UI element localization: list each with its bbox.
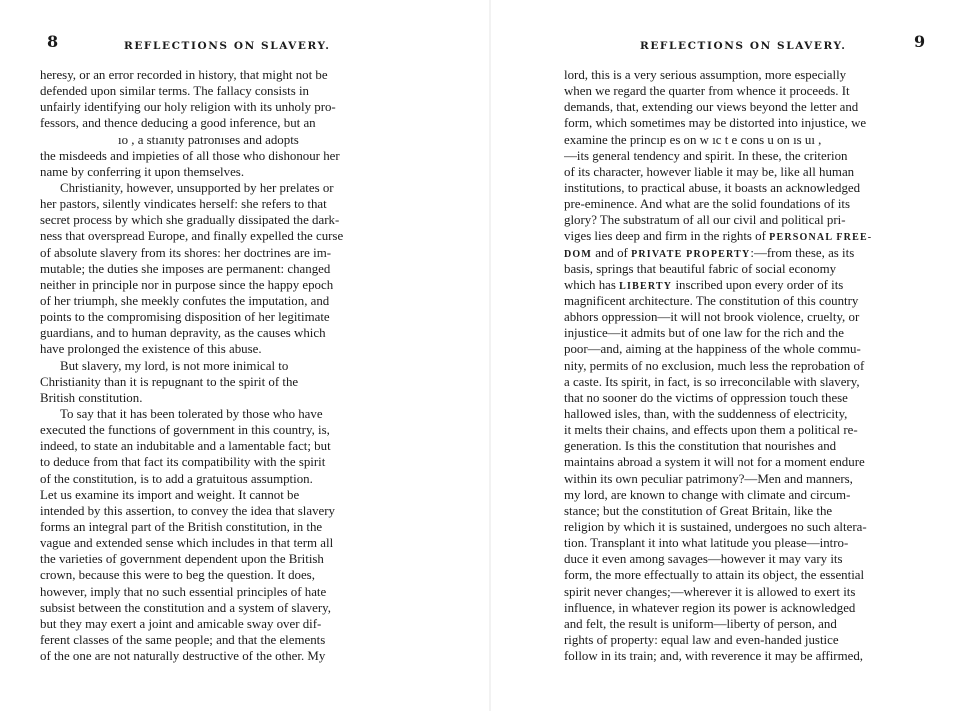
text-line: lord, this is a very serious assumption, more especially	[564, 68, 847, 82]
text-line: ness that overspread Europe, and finally expelled the curse	[40, 229, 344, 244]
page-number: 9	[914, 32, 926, 51]
text-line: ferent classes of the same people; and that the elements	[40, 632, 326, 647]
text-segment: which has	[564, 277, 620, 292]
text-line: Let us examine its import and weight. It cannot be	[40, 487, 300, 502]
text-line: executed the functions of government in this country, is,	[40, 423, 330, 438]
text-line: intended by this assertion, to convey the idea that slavery	[40, 503, 335, 518]
text-segment: inscribed upon every order of its	[672, 277, 844, 292]
text-line: fessors, and thence deducing a good inference, but an	[40, 116, 316, 131]
running-head: REFLECTIONS ON SLAVERY.	[124, 40, 331, 52]
text-line: —its general tendency and spirit. In these, the criterion	[564, 148, 848, 163]
text-line: of the one are not naturally destructive of the other. My	[40, 649, 326, 664]
text-line	[564, 277, 940, 293]
text-line: vague and extended sense which includes in that term all	[40, 536, 334, 551]
text-line: magnificent architecture. The constitution of this country	[564, 293, 859, 308]
text-line: within its own peculiar patrimony?—Men and manners,	[564, 471, 853, 486]
text-line: mutable; the duties she imposes are permanent: changed	[40, 261, 331, 276]
text-line: hallowed isles, than, with the suddenness of electricity,	[564, 406, 848, 421]
text-line	[564, 228, 940, 244]
text-line: rights of property: equal law and even-handed justice	[564, 632, 839, 647]
right-page	[490, 0, 980, 711]
text-line: indeed, to state an indubitable and a lamentable fact; but	[40, 439, 331, 454]
text-line: demands, that, extending our views beyond the letter and	[564, 100, 859, 115]
text-line: institutions, to practical abuse, it boasts an acknowledged	[564, 180, 861, 195]
text-line: that no sooner do the victims of oppression touch these	[564, 390, 848, 405]
text-line: but they may exert a joint and amicable sway over dif-	[40, 616, 322, 631]
body-text	[40, 67, 402, 664]
text-line: nity, permits of no exclusion, much less the reprobation of	[564, 358, 865, 373]
text-line: it melts their chains, and effects upon them a political re-	[564, 423, 858, 438]
small-caps-term: LIBERTY	[619, 280, 673, 292]
small-caps-term: DOM	[564, 248, 593, 260]
text-line: spirit never changes;—wherever it is allowed to exert its	[564, 584, 856, 599]
text-line: my lord, are known to change with climate and circum-	[564, 487, 851, 502]
text-line: neither in principle nor in purpose since the happy epoch	[40, 277, 334, 292]
text-line: follow in its train; and, with reverence it may be affirmed,	[564, 649, 864, 664]
text-line: pre-eminence. And what are the solid foundations of its	[564, 197, 851, 212]
text-segment: :—from these, as its	[750, 245, 855, 260]
text-line	[564, 245, 940, 261]
text-line: of the constitution, is to add a gratuitous assumption.	[40, 471, 313, 486]
text-line: her pastors, silently vindicates herself: she refers to that	[40, 197, 327, 212]
text-segment: viges lies deep and firm in the rights of	[564, 229, 770, 244]
text-line: heresy, or an error recorded in history, that might not be	[40, 68, 328, 82]
text-line: when we regard the quarter from whence it proceeds. It	[564, 84, 850, 99]
text-line: abhors oppression—it will not brook violence, cruelty, or	[564, 310, 860, 325]
text-line: defended upon similar terms. The fallacy consists in	[40, 84, 309, 99]
body-text	[564, 67, 940, 664]
text-line: examine the princıp es on w ıc t e cons u on ıs uı ,	[564, 132, 822, 147]
text-line: But slavery, my lord, is not more inimical to	[60, 358, 289, 373]
text-line: name by conferring it upon themselves.	[40, 164, 245, 179]
text-line: however, imply that no such essential principles of hate	[40, 584, 327, 599]
text-line: to deduce from that fact its compatibility with the spirit	[40, 455, 326, 470]
text-line: secret process by which she gradually dissipated the dark-	[40, 213, 340, 228]
text-line: unfairly identifying our holy religion with its unholy pro-	[40, 100, 336, 115]
text-line: guardians, and to human depravity, as the causes which	[40, 326, 326, 341]
text-line: a caste. Its spirit, in fact, is so irreconcilable with slavery,	[564, 374, 860, 389]
text-line: have prolonged the existence of this abuse.	[40, 342, 262, 357]
text-line: British constitution.	[40, 390, 143, 405]
text-line: basis, springs that beautiful fabric of social economy	[564, 261, 837, 276]
text-line: generation. Is this the constitution that nourishes and	[564, 439, 837, 454]
small-caps-term: PRIVATE PROPERTY	[631, 248, 751, 260]
text-line: Christianity, however, unsupported by her prelates or	[60, 180, 334, 195]
text-line: poor—and, aiming at the happiness of the whole commu-	[564, 342, 861, 357]
text-line: ıo , a stıanıty patronıses and adopts	[118, 132, 299, 147]
text-line: the varieties of government dependent upon the British	[40, 552, 324, 567]
small-caps-term: PERSONAL FREE-	[769, 232, 873, 244]
text-segment: and of	[592, 245, 632, 260]
text-line: stance; but the constitution of Great Britain, like the	[564, 503, 833, 518]
text-line: forms an integral part of the British constitution, in the	[40, 519, 323, 534]
text-line: religion by which it is sustained, undergoes no such altera-	[564, 519, 867, 534]
text-line: form, the more effectually to attain its object, the essential	[564, 568, 865, 583]
text-line: duce it even among savages—however it may vary its	[564, 552, 843, 567]
text-line: of her triumph, she meekly confutes the imputation, and	[40, 293, 330, 308]
text-line: and felt, the result is uniform—liberty of person, and	[564, 616, 837, 631]
page-number: 8	[47, 32, 59, 51]
text-line: tion. Transplant it into what latitude you please—intro-	[564, 536, 849, 551]
text-line: To say that it has been tolerated by those who have	[60, 406, 323, 421]
text-line: the misdeeds and impieties of all those who dishonour her	[40, 148, 340, 163]
text-line: of its character, however liable it may be, like all human	[564, 164, 855, 179]
text-line: glory? The substratum of all our civil and political pri-	[564, 213, 846, 228]
running-head: REFLECTIONS ON SLAVERY.	[640, 40, 847, 52]
text-line: Christianity than it is repugnant to the spirit of the	[40, 374, 299, 389]
text-line: influence, in whatever region its power is acknowledged	[564, 600, 856, 615]
text-line: points to the compromising disposition of her legitimate	[40, 310, 330, 325]
text-line: form, which sometimes may be distorted into injustice, we	[564, 116, 867, 131]
text-line: of absolute slavery from its shores: her doctrines are im-	[40, 245, 332, 260]
text-line: maintains abroad a system it will not for a moment endure	[564, 455, 865, 470]
text-line: subsist between the constitution and a system of slavery,	[40, 600, 331, 615]
text-line: injustice—it admits but of one law for the rich and the	[564, 326, 844, 341]
text-line: crown, because this were to beg the question. It does,	[40, 568, 315, 583]
